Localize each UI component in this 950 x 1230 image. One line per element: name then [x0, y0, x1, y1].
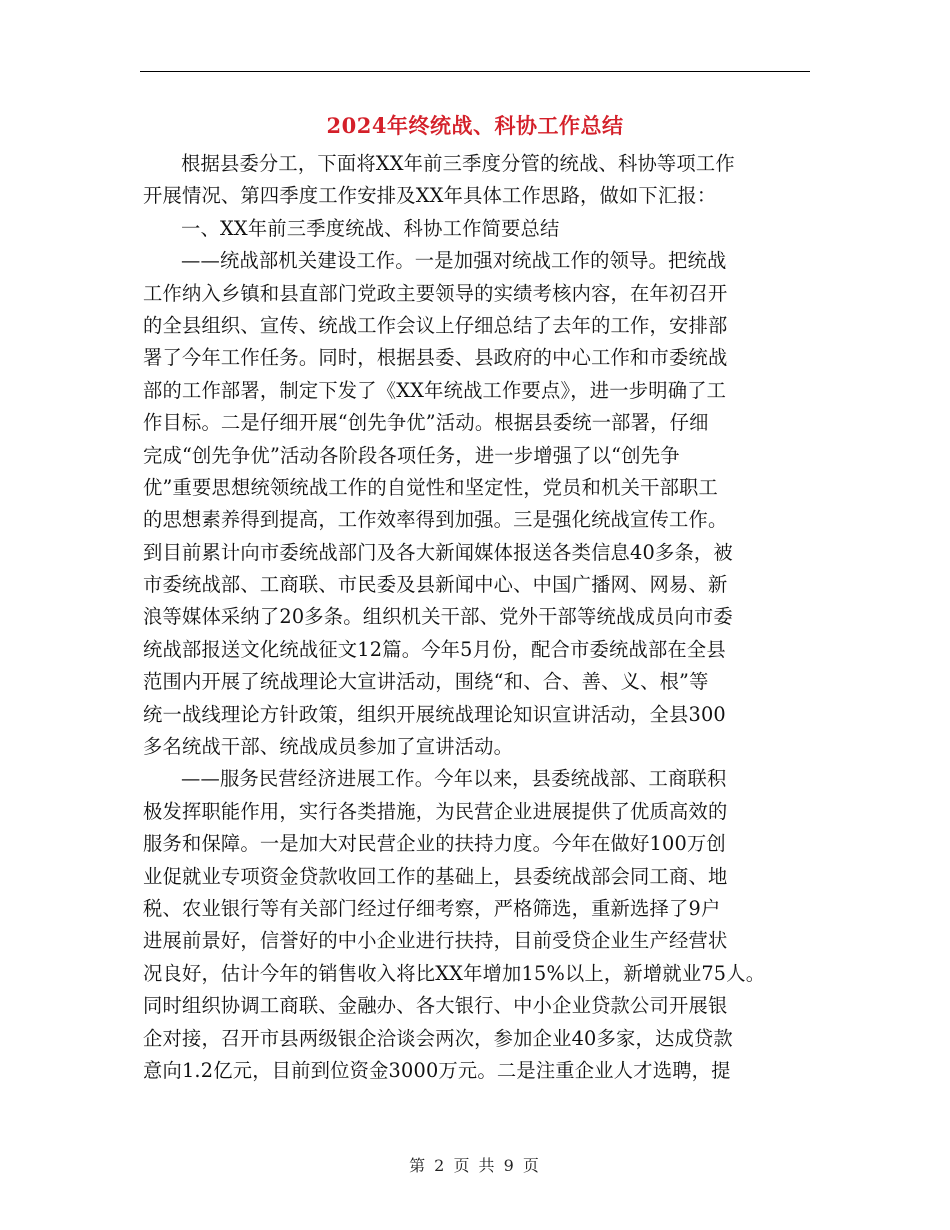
text-line: 意向1.2亿元，目前到位资金3000万元。二是注重企业人才选聘，提	[143, 1058, 731, 1082]
text-line: 的全县组织、宣传、统战工作会议上仔细总结了去年的工作，安排部	[143, 313, 728, 337]
page-number-footer: 第 2 页 共 9 页	[409, 1156, 541, 1175]
text-line: 业促就业专项资金贷款收回工作的基础上，县委统战部会同工商、地	[143, 864, 728, 888]
text-line: 部的工作部署，制定下发了《XX年统战工作要点》，进一步明确了工	[143, 378, 727, 402]
text-line: 开展情况、第四季度工作安排及XX年具体工作思路，做如下汇报：	[143, 184, 717, 208]
text-line: 的思想素养得到提高，工作效率得到加强。三是强化统战宣传工作。	[143, 508, 728, 532]
document-title: 2024年终统战、科协工作总结	[326, 113, 624, 138]
text-line: 优”重要思想统领统战工作的自觉性和坚定性，党员和机关干部职工	[143, 475, 719, 499]
text-line: ——统战部机关建设工作。一是加强对统战工作的领导。把统战	[181, 249, 727, 273]
text-line: 完成“创先争优”活动各阶段各项任务，进一步增强了以“创先争	[143, 443, 680, 467]
text-line: 工作纳入乡镇和县直部门党政主要领导的实绩考核内容，在年初召开	[143, 281, 728, 305]
text-line: 作目标。二是仔细开展“创先争优”活动。根据县委统一部署，仔细	[143, 411, 709, 435]
text-line: 多名统战干部、统战成员参加了宣讲活动。	[143, 735, 514, 759]
text-line: 到目前累计向市委统战部门及各大新闻媒体报送各类信息40多条，被	[143, 540, 733, 564]
document-body	[143, 148, 819, 1087]
text-line: 署了今年工作任务。同时，根据县委、县政府的中心工作和市委统战	[143, 346, 728, 370]
text-line: 一、XX年前三季度统战、科协工作简要总结	[181, 216, 560, 240]
text-line: 统一战线理论方针政策，组织开展统战理论知识宣讲活动，全县300	[143, 702, 726, 726]
header-rule	[140, 71, 810, 72]
text-line: 范围内开展了统战理论大宣讲活动，围绕“和、合、善、义、根”等	[143, 670, 709, 694]
text-line: 浪等媒体采纳了20多条。组织机关干部、党外干部等统战成员向市委	[143, 605, 733, 629]
text-line: 税、农业银行等有关部门经过仔细考察，严格筛选，重新选择了9户	[143, 896, 721, 920]
text-line: 企对接，召开市县两级银企洽谈会两次，参加企业40多家，达成贷款	[143, 1026, 733, 1050]
text-line: 况良好，估计今年的销售收入将比XX年增加15%以上，新增就业75人。	[143, 961, 766, 985]
text-line: 根据县委分工，下面将XX年前三季度分管的统战、科协等项工作	[181, 152, 735, 175]
text-line: 服务和保障。一是加大对民营企业的扶持力度。今年在做好100万创	[143, 832, 726, 856]
text-line: 极发挥职能作用，实行各类措施，为民营企业进展提供了优质高效的	[143, 799, 728, 823]
text-line: 进展前景好，信誉好的中小企业进行扶持，目前受贷企业生产经营状	[143, 929, 728, 953]
text-line: 同时组织协调工商联、金融办、各大银行、中小企业贷款公司开展银	[143, 994, 728, 1018]
text-line: 统战部报送文化统战征文12篇。今年5月份，配合市委统战部在全县	[143, 637, 726, 661]
text-line: 市委统战部、工商联、市民委及县新闻中心、中国广播网、网易、新	[143, 573, 728, 597]
text-line: ——服务民营经济进展工作。今年以来，县委统战部、工商联积	[181, 767, 727, 791]
